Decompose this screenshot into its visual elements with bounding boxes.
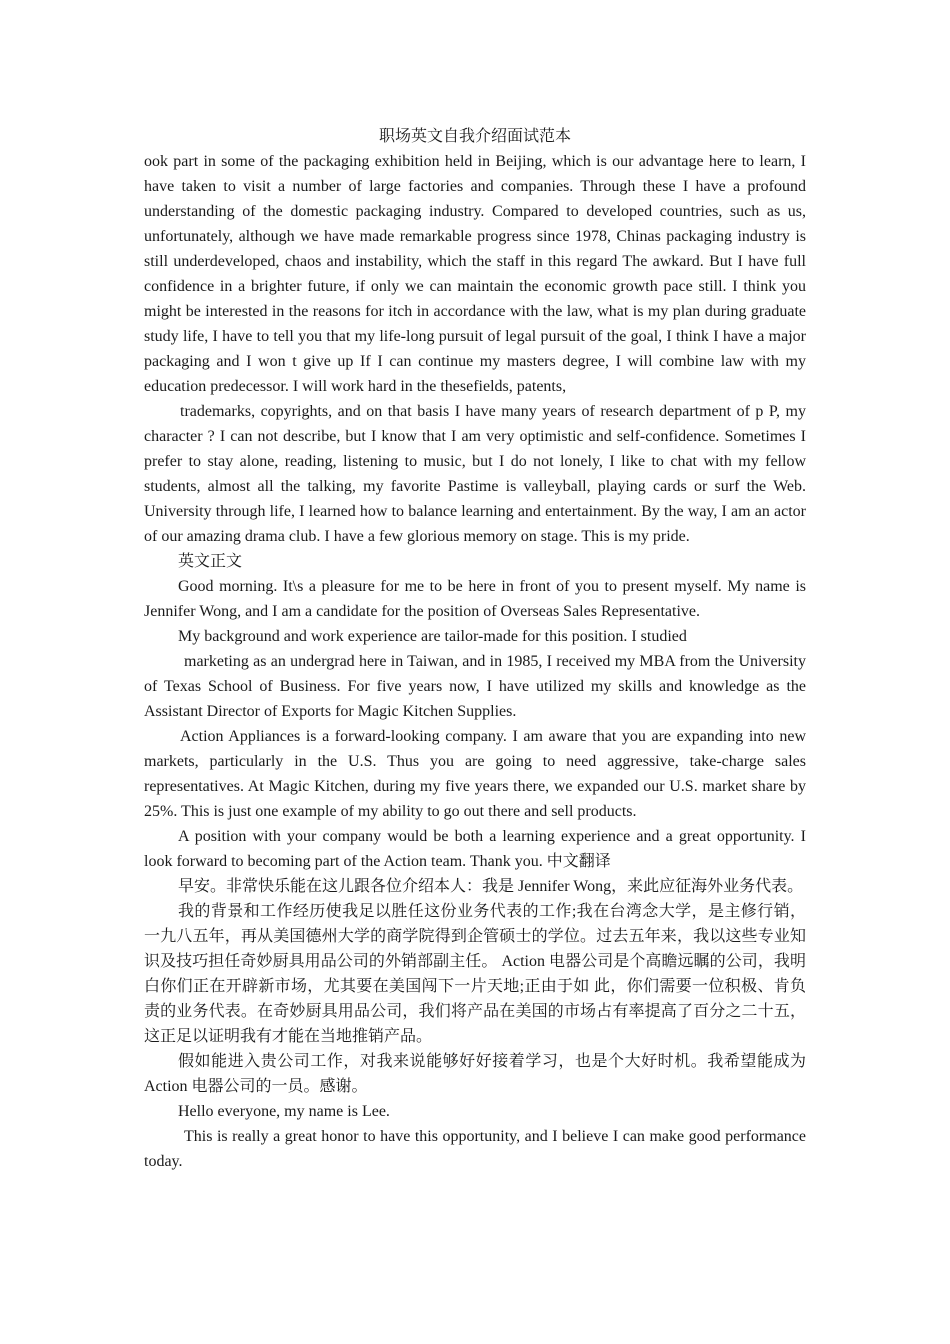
paragraph: 我的背景和工作经历使我足以胜任这份业务代表的工作;我在台湾念大学，是主修行销，一九八五年，再从美国德州大学的商学院得到企管硕士的学位。过去五年来，我以这些专业知识及技巧担任奇妙厨具用品公司的外销部副主任。 Action 电器公司是个高瞻远瞩的公司，我明白你们正在开辟新市场，尤其要在美国闯下一片天地;正由于如 此，你们需要一位积极、肯负责的业务代表。在奇妙厨具用品公司，我们将产品在美国的市场占有率提高了百分之二十五，这正足以证明我有才能在当地推销产品。	[144, 903, 806, 1045]
paragraph: Good morning. It\s a pleasure for me to be here in front of you to present myself. My name is Jennifer Wong, and I am a candidate for the position of Overseas Sales Representative.	[144, 578, 806, 620]
paragraph: marketing as an undergrad here in Taiwan, and in 1985, I received my MBA from the University of Texas School of Business. For five years now, I have utilized my skills and knowledge as the Assistant Director of Exports for Magic Kitchen Supplies.	[144, 653, 806, 720]
paragraph: Hello everyone, my name is Lee.	[178, 1103, 390, 1120]
paragraph: 假如能进入贵公司工作，对我来说能够好好接着学习，也是个大好时机。我希望能成为 Action 电器公司的一员。感谢。	[144, 1053, 806, 1095]
paragraph: Action Appliances is a forward-looking company. I am aware that you are expanding into new markets, particularly in the U.S. Thus you are going to need aggressive, take-charge sales representatives. At Magic Kitchen, during my five years there, we expanded our U.S. market share by 25%. This is just one example of my ability to go out there and sell products.	[144, 728, 806, 820]
paragraph: ook part in some of the packaging exhibition held in Beijing, which is our advantage here to learn, I have taken to visit a number of large factories and companies. Through these I have a profound understanding of the domestic packaging industry. Compared to developed countries, such as us, unfortunately, although we have made remarkable progress since 1978, Chinas packaging industry is still underdeveloped, chaos and instability, which the staff in this regard The awkard. But I have full confidence in a brighter future, if only we can maintain the economic growth pace still. I think you might be interested in the reasons for itch in accordance with the law, what is my plan during graduate study life, I have to tell you that my life-long pursuit of legal pursuit of the goal, I think I have a major packaging and I won t give up If I can continue my masters degree, I will combine law with my education predecessor. I will work hard in the thesefields, patents,	[144, 153, 806, 395]
paragraph: A position with your company would be both a learning experience and a great opportunity. I look forward to becoming part of the Action team. Thank you. 中文翻译	[144, 828, 806, 870]
paragraph: This is really a great honor to have this opportunity, and I believe I can make good performance today.	[144, 1128, 806, 1170]
document-title: 职场英文自我介绍面试范本	[378, 128, 571, 145]
paragraph: My background and work experience are tailor-made for this position. I studied	[178, 628, 687, 645]
paragraph: trademarks, copyrights, and on that basis I have many years of research department of p P, my character ? I can not describe, but I know that I am very optimistic and self-confidence. Sometimes I prefer to stay alone, reading, listening to music, but I do not lonely, I like to chat with my fellow students, almost all the talking, my favorite Pastime is valleyball, playing cards or surf the Web. University through life, I learned how to balance learning and entertainment. By the way, I am an actor of our amazing drama club. I have a few glorious memory on stage. This is my pride.	[144, 403, 806, 545]
paragraph: 早安。非常快乐能在这儿跟各位介绍本人：我是 Jennifer Wong，来此应征海外业务代表。	[178, 878, 804, 895]
section-heading: 英文正文	[178, 553, 243, 570]
document-body	[144, 149, 806, 1174]
